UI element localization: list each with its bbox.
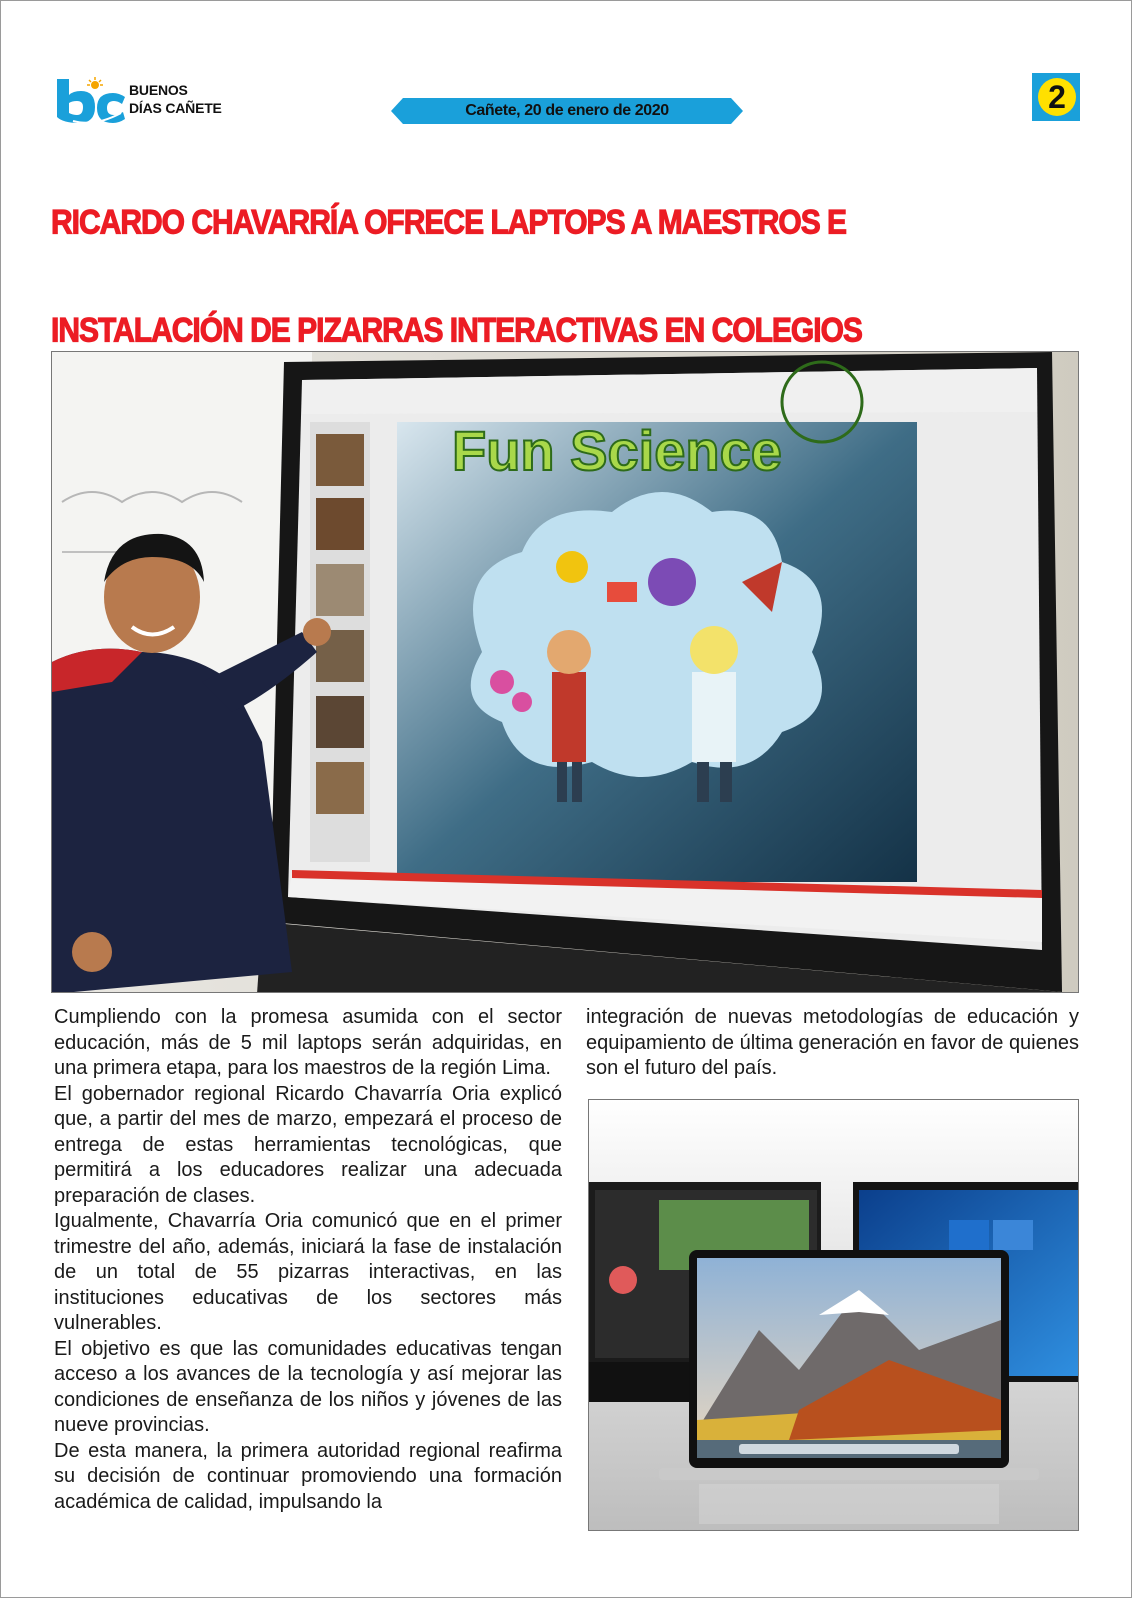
page-number: 2 xyxy=(1048,79,1066,115)
article-paragraph-3: Igualmente, Chavarría Oria comunicó que en el primer trimestre del año, además, iniciará la fase de instalación de un total de 55 pizarras interactivas, en las instituciones educativas de los sectores más vulnerables. xyxy=(54,1210,562,1334)
headline-line1: RICARDO CHAVARRÍA OFRECE LAPTOPS A MAESTROS E xyxy=(51,203,847,242)
logo-mark xyxy=(55,77,127,127)
article-column-left xyxy=(54,1005,562,1515)
article-paragraph-4: El objetivo es que las comunidades educativas tengan acceso a los avances de la tecnología y así mejorar las condiciones de enseñanza de los niños y jóvenes de las nueve provincias. xyxy=(54,1337,562,1436)
logo-line1: BUENOS xyxy=(129,82,188,98)
page-number-badge xyxy=(1032,73,1080,121)
classroom-illustration xyxy=(52,352,1079,993)
fun-science-title: Fun Science xyxy=(452,419,782,482)
sun-icon xyxy=(87,77,103,89)
date-ribbon xyxy=(391,98,743,124)
article-paragraph-5: De esta manera, la primera autoridad regional reafirma su decisión de continuar promoviendo una formación académica de calidad, impulsando la xyxy=(54,1439,562,1513)
logo xyxy=(55,77,225,127)
article-paragraph-1: Cumpliendo con la promesa asumida con el sector educación, más de 5 mil laptops serán adquiridas, en una primera etapa, para los maestros de la región Lima. xyxy=(54,1006,562,1079)
laptops-photo xyxy=(588,1099,1079,1531)
issue-date: Cañete, 20 de enero de 2020 xyxy=(465,102,669,119)
article-paragraph-2: El gobernador regional Ricardo Chavarría Oria explicó que, a partir del mes de marzo, empezará el proceso de entrega de estas herramientas tecnológicas, que permitirá a los educadores realizar una adecuada preparación de clases. xyxy=(54,1082,562,1207)
article-paragraph-6: integración de nuevas metodologías de educación y equipamiento de última generación en favor de quienes son el futuro del país. xyxy=(586,1006,1079,1079)
laptops-illustration xyxy=(589,1100,1079,1531)
main-photo xyxy=(51,351,1079,993)
article-column-right xyxy=(586,1005,1079,1082)
logo-line2: DÍAS CAÑETE xyxy=(129,100,222,116)
headline-line2: INSTALACIÓN DE PIZARRAS INTERACTIVAS EN COLEGIOS xyxy=(51,311,862,350)
logo-text xyxy=(129,81,222,117)
